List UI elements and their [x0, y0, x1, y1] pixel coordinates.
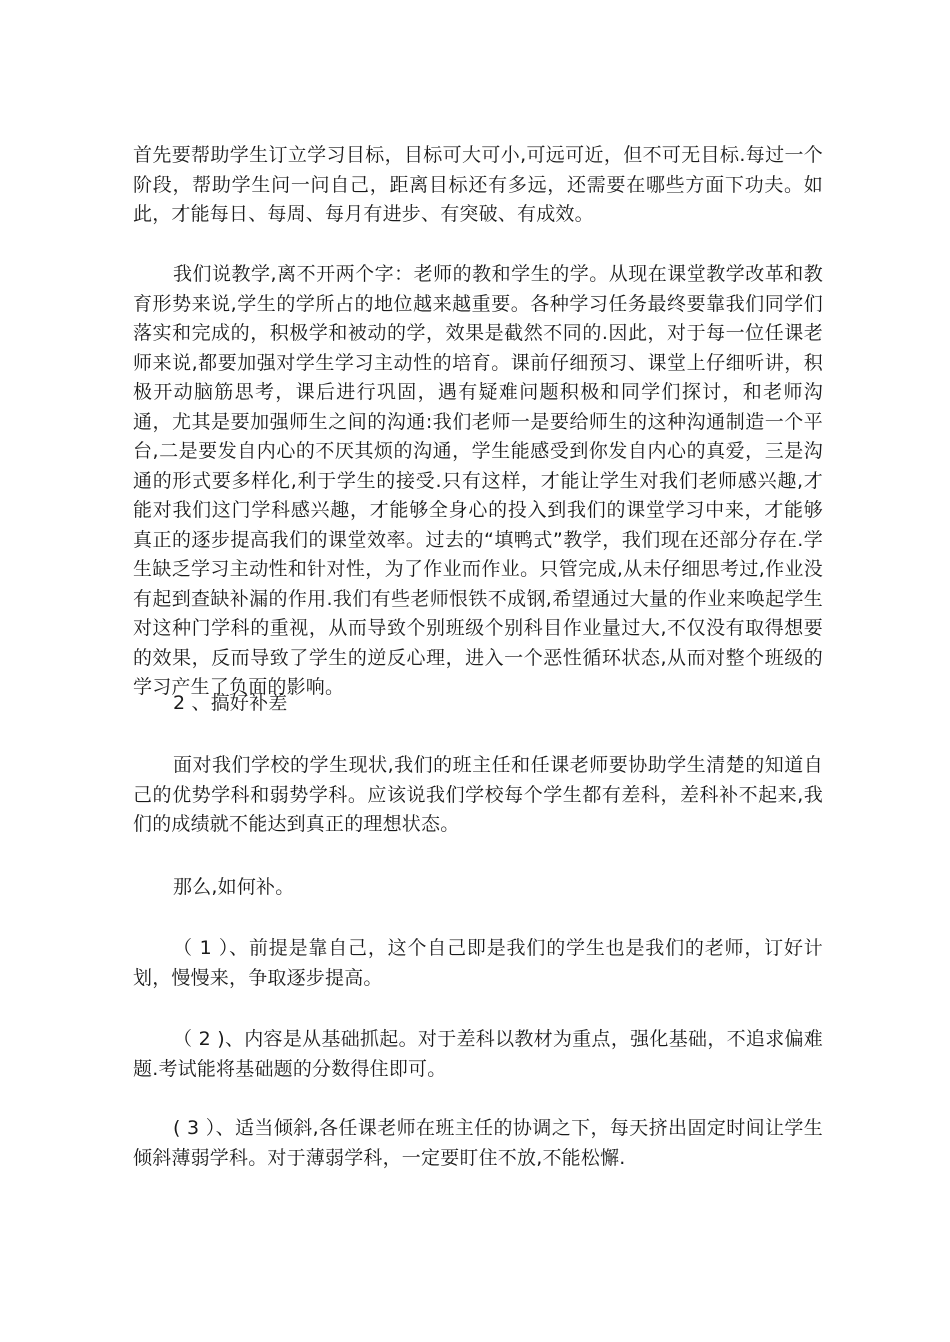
paragraph-how-to: 那么,如何补。: [173, 876, 295, 898]
list-item-2: （ 2 )、内容是从基础抓起。对于差科以教材为重点，强化基础，不追求偏难题.考试能将基础题的分数得住即可。: [133, 1028, 823, 1080]
paragraph-student-status: 面对我们学校的学生现状,我们的班主任和任课老师要协助学生清楚的知道自己的优势学科和弱势学科。应该说我们学校每个学生都有差科，差科补不起来,我们的成绩就不能达到真正的理想状态。: [133, 754, 823, 835]
list-item-1: （ 1 ）、前提是靠自己，这个自己即是我们的学生也是我们的老师，订好计划，慢慢来，争取逐步提高。: [133, 937, 823, 989]
paragraph-goals: 首先要帮助学生订立学习目标，目标可大可小,可远可近，但不可无目标.每过一个阶段，帮助学生问一问自己，距离目标还有多远，还需要在哪些方面下功夫。如此，才能每日、每周、每月有进步、有突破、有成效。: [133, 144, 823, 225]
list-item-3: ( 3 ）、适当倾斜,各任课老师在班主任的协调之下，每天挤出固定时间让学生倾斜薄弱学科。对于薄弱学科，一定要盯住不放,不能松懈.: [133, 1117, 823, 1169]
paragraph-teaching: 我们说教学,离不开两个字：老师的教和学生的学。从现在课堂教学改革和教育形势来说,学生的学所占的地位越来越重要。各种学习任务最终要靠我们同学们落实和完成的，积极学和被动的学，效果是截然不同的.因此，对于每一位任课老师来说,都要加强对学生学习主动性的培育。课前仔细预习、课堂上仔细听讲，积极开动脑筋思考，课后进行巩固，遇有疑难问题积极和同学们探讨，和老师沟通，尤其是要加强师生之间的沟通:我们老师一是要给师生的这种沟通制造一个平台,二是要发自内心的不厌其烦的沟通，学生能感受到你发自内心的真爱，三是沟通的形式要多样化,利于学生的接受.只有这样，才能让学生对我们老师感兴趣,才能对我们这门学科感兴趣，才能够全身心的投入到我们的课堂学习中来，才能够真正的逐步提高我们的课堂效率。过去的“填鸭式”教学，我们现在还部分存在.学生缺乏学习主动性和针对性，为了作业而作业。只管完成,从未仔细思考过,作业没有起到查缺补漏的作用.我们有些老师恨铁不成钢,希望通过大量的作业来唤起学生对这种门学科的重视，从而导致个别班级个别科目作业量过大,不仅没有取得想要的效果，反而导致了学生的逆反心理，进入一个恶性循环状态,从而对整个班级的学习产生了负面的影响。: [133, 263, 823, 698]
section-heading-remedial: 2 、搞好补差: [173, 692, 288, 714]
